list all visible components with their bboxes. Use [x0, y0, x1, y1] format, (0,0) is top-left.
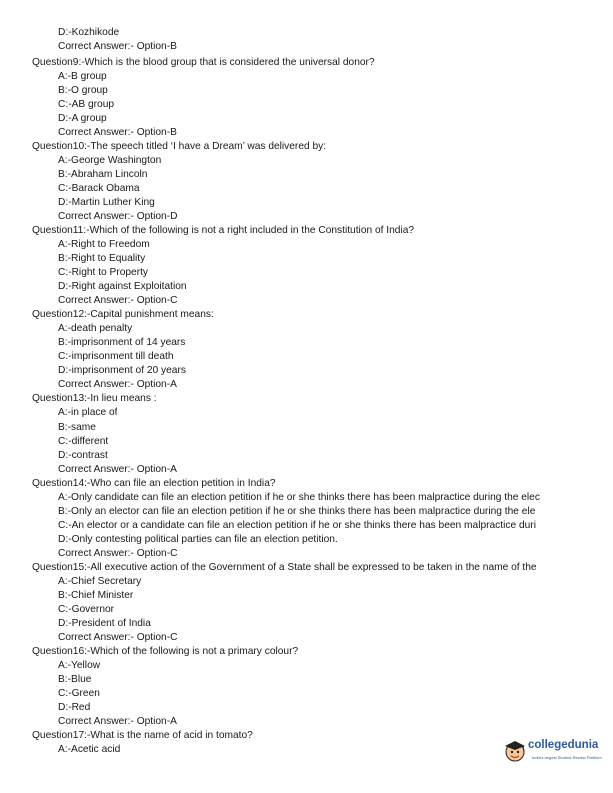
question-12-option-c: C:-imprisonment till death: [58, 351, 174, 362]
question-11-text: Question11:-Which of the following is not a right included in the Constitution of India?: [32, 225, 415, 236]
question-10-answer: Correct Answer:- Option-D: [58, 211, 178, 222]
question-16-text: Question16:-Which of the following is not a primary colour?: [32, 646, 299, 657]
question-11-option-d: D:-Right against Exploitation: [58, 281, 187, 292]
question-16-answer: Correct Answer:- Option-A: [58, 716, 177, 727]
logo-wordmark: collegedunia: [528, 739, 599, 751]
question-16-option-d: D:-Red: [58, 702, 91, 713]
question-14-answer: Correct Answer:- Option-C: [58, 548, 178, 559]
question-12-option-b: B:-imprisonment of 14 years: [58, 337, 186, 348]
question-16-option-a: A:-Yellow: [58, 660, 101, 671]
question-14-text: Question14:-Who can file an election petition in India?: [32, 478, 276, 489]
collegedunia-logo: [500, 737, 613, 767]
question-8-answer: Correct Answer:- Option-B: [58, 41, 177, 52]
question-10-option-d: D:-Martin Luther King: [58, 197, 155, 208]
question-11-answer: Correct Answer:- Option-C: [58, 295, 178, 306]
question-16-option-c: C:-Green: [58, 688, 100, 699]
question-13-option-d: D:-contrast: [58, 450, 108, 461]
question-12-option-d: D:-imprisonment of 20 years: [58, 365, 186, 376]
question-13-answer: Correct Answer:- Option-A: [58, 464, 177, 475]
question-10-option-c: C:-Barack Obama: [58, 183, 140, 194]
question-15-option-c: C:-Governor: [58, 604, 115, 615]
question-15-answer: Correct Answer:- Option-C: [58, 632, 178, 643]
question-8-option-d: D:-Kozhikode: [58, 27, 120, 38]
question-14-option-d: D:-Only contesting political parties can file an election petition.: [58, 534, 338, 545]
question-9-text: Question9:-Which is the blood group that is considered the universal donor?: [32, 57, 375, 68]
question-9-option-a: A:-B group: [58, 71, 107, 82]
question-11-option-c: C:-Right to Property: [58, 267, 149, 278]
question-9-answer: Correct Answer:- Option-B: [58, 127, 177, 138]
question-17-text: Question17:-What is the name of acid in tomato?: [32, 730, 253, 741]
logo-tagline: India's largest Student Review Platform: [532, 755, 602, 760]
graduate-mascot-icon: [503, 739, 527, 763]
question-12-answer: Correct Answer:- Option-A: [58, 379, 177, 390]
question-14-option-b: B:-Only an elector can file an election petition if he or she thinks there has been malpractice during the ele: [58, 506, 536, 517]
question-10-text: Question10:-The speech titled ‘I have a Dream’ was delivered by:: [32, 141, 327, 152]
question-14-option-a: A:-Only candidate can file an election petition if he or she thinks there has been malpractice during the elec: [58, 492, 540, 503]
question-10-option-a: A:-George Washington: [58, 155, 162, 166]
question-9-option-b: B:-O group: [58, 85, 108, 96]
question-17-option-a: A:-Acetic acid: [58, 744, 121, 755]
question-11-option-a: A:-Right to Freedom: [58, 239, 150, 250]
question-9-option-d: D:-A group: [58, 113, 107, 124]
question-12-text: Question12:-Capital punishment means:: [32, 309, 214, 320]
question-12-option-a: A:-death penalty: [58, 323, 133, 334]
question-13-option-b: B:-same: [58, 422, 96, 433]
question-13-text: Question13:-In lieu means :: [32, 393, 157, 404]
question-9-option-c: C:-AB group: [58, 99, 115, 110]
question-15-option-b: B:-Chief Minister: [58, 590, 134, 601]
question-13-option-c: C:-different: [58, 436, 109, 447]
question-10-option-b: B:-Abraham Lincoln: [58, 169, 148, 180]
document-page: [0, 26, 613, 793]
question-15-option-a: A:-Chief Secretary: [58, 576, 142, 587]
question-15-option-d: D:-President of India: [58, 618, 151, 629]
question-13-option-a: A:-in place of: [58, 407, 118, 418]
question-14-option-c: C:-An elector or a candidate can file an election petition if he or she thinks there has been malpractice duri: [58, 520, 536, 531]
question-16-option-b: B:-Blue: [58, 674, 92, 685]
question-15-text: Question15:-All executive action of the Government of a State shall be expressed to be taken in the name of the: [32, 562, 537, 573]
question-11-option-b: B:-Right to Equality: [58, 253, 146, 264]
